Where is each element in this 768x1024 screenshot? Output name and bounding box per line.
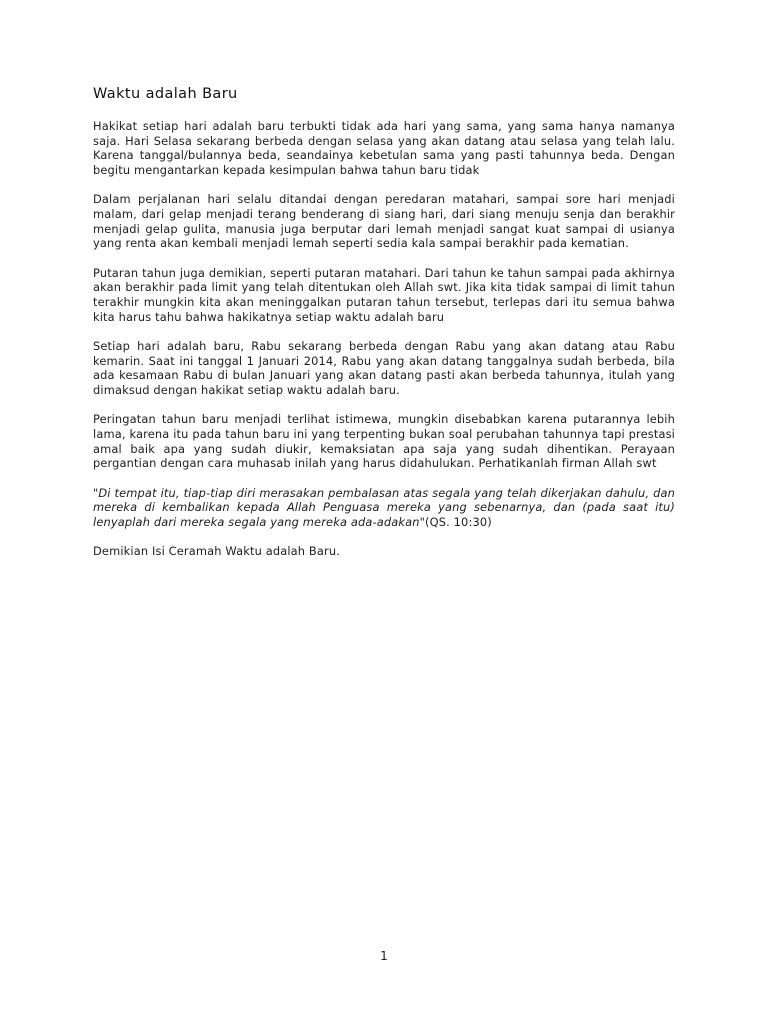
- document-title: Waktu adalah Baru: [93, 86, 238, 102]
- paragraph-2: Dalam perjalanan hari selalu ditandai dengan peredaran matahari, sampai sore hari menjadi malam, dari gelap menjadi terang benderang di siang hari, dari siang menuju senja dan berakhir menjadi gelap gulita, manusia juga berputar dari lemah menjadi sangat kuat sampai di usianya yang renta akan kembali menjadi lemah seperti sedia kala sampai berakhir pada kematian.: [93, 192, 675, 251]
- page-number: 1: [380, 949, 388, 963]
- quote-text: Di tempat itu, tiap-tiap diri merasakan pembalasan atas segala yang telah dikerjakan dahulu, dan mereka di kembalikan kepada Allah Penguasa mereka yang sebenarnya, dan (pada saat itu) lenyaplah dari mereka segala yang mereka ada-adakan: [93, 485, 675, 529]
- quote-open-mark: ": [93, 485, 99, 500]
- paragraph-3: Putaran tahun juga demikian, seperti putaran matahari. Dari tahun ke tahun sampai pada akhirnya akan berakhir pada limit yang telah ditentukan oleh Allah swt. Jika kita tidak sampai di limit tahun terakhir mungkin kita akan meninggalkan putaran tahun tersebut, terlepas dari itu semua bahwa kita harus tahu bahwa hakikatnya setiap waktu adalah baru: [93, 265, 675, 324]
- quote-reference: (QS. 10:30): [425, 514, 492, 529]
- paragraph-1: Hakikat setiap hari adalah baru terbukti tidak ada hari yang sama, yang sama hanya namanya saja. Hari Selasa sekarang berbeda dengan selasa yang akan datang atau selasa yang telah lalu. Karena tanggal/bulannya beda, seandainya kebetulan sama yang pasti tahunnya beda. Dengan begitu mengantarkan kepada kesimpulan bahwa tahun baru tidak: [93, 119, 675, 178]
- document-body: [93, 86, 675, 573]
- quran-quote: [93, 486, 675, 530]
- paragraph-5: Peringatan tahun baru menjadi terlihat istimewa, mungkin disebabkan karena putarannya lebih lama, karena itu pada tahun baru ini yang terpenting bukan soal perubahan tahunnya tapi prestasi amal baik apa yang sudah diukir, kemaksiatan apa saja yang sudah dihentikan. Perayaan pergantian dengan cara muhasab inilah yang harus didahulukan. Perhatikanlah firman Allah swt: [93, 412, 675, 471]
- quote-close-mark: ": [419, 514, 426, 529]
- closing-line: Demikian Isi Ceramah Waktu adalah Baru.: [93, 544, 340, 559]
- paragraph-4: Setiap hari adalah baru, Rabu sekarang berbeda dengan Rabu yang akan datang atau Rabu kemarin. Saat ini tanggal 1 Januari 2014, Rabu yang akan datang tanggalnya sudah berbeda, bila ada kesamaan Rabu di bulan Januari yang akan datang pasti akan berbeda tahunnya, itulah yang dimaksud dengan hakikat setiap waktu adalah baru.: [93, 338, 675, 398]
